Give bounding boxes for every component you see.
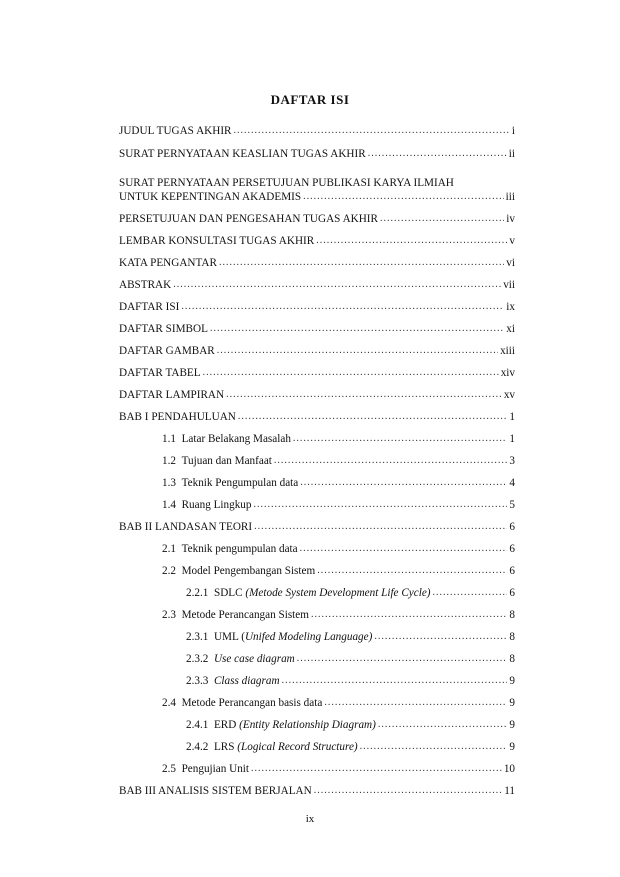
toc-entry-page: vii	[503, 279, 515, 291]
toc-entry-page: ii	[508, 148, 515, 160]
toc-entry-number: 2.3.2	[186, 653, 214, 665]
toc-entry[interactable]	[119, 386, 515, 402]
toc-entry-label: SURAT PERNYATAAN KEASLIAN TUGAS AKHIR	[119, 148, 366, 160]
toc-entry-page: i	[511, 125, 515, 137]
toc-entry-page: xv	[503, 389, 515, 401]
toc-entry-page: 11	[504, 785, 515, 797]
toc-entry-number: 2.3.1	[186, 631, 214, 643]
toc-entry-italic-term: (Logical Record Structure)	[237, 741, 358, 753]
toc-entry[interactable]	[186, 584, 515, 600]
toc-leader-dots	[234, 124, 510, 138]
toc-leader-dots	[324, 696, 507, 710]
toc-entry-label: 1.2 Tujuan dan Manfaat	[162, 455, 272, 467]
toc-entry[interactable]	[119, 408, 515, 424]
toc-entry-page: iii	[505, 191, 515, 203]
toc-entry-label: DAFTAR ISI	[119, 301, 180, 313]
toc-entry[interactable]	[186, 672, 515, 688]
toc-entry-label: DAFTAR GAMBAR	[119, 345, 215, 357]
toc-entry-label: PERSETUJUAN DAN PENGESAHAN TUGAS AKHIR	[119, 213, 378, 225]
toc-entry[interactable]	[119, 276, 515, 292]
toc-entry-label: 1.4 Ruang Lingkup	[162, 499, 252, 511]
toc-leader-dots	[311, 608, 507, 622]
toc-leader-dots	[203, 366, 499, 380]
toc-leader-dots	[303, 190, 504, 204]
toc-entry-page: v	[509, 235, 515, 247]
toc-entry-page: xi	[506, 323, 515, 335]
toc-leader-dots	[314, 784, 503, 798]
toc-entry-page: 8	[509, 631, 515, 643]
toc-entry-page: 6	[509, 521, 515, 533]
toc-leader-dots	[380, 212, 504, 226]
toc-entry-label: 2.2 Model Pengembangan Sistem	[162, 565, 316, 577]
toc-entry-label: 2.2.1 SDLC (Metode System Development Life Cycle)	[186, 587, 431, 599]
toc-entry-label: 2.4.2 LRS (Logical Record Structure)	[186, 741, 358, 753]
toc-entry-page: 9	[509, 719, 515, 731]
toc-entry-label: DAFTAR LAMPIRAN	[119, 389, 225, 401]
toc-leader-dots	[173, 278, 501, 292]
toc-leader-dots	[297, 652, 508, 666]
toc-leader-dots	[300, 542, 508, 556]
toc-leader-dots	[433, 586, 508, 600]
toc-leader-dots	[217, 344, 498, 358]
toc-entry-page: 3	[509, 455, 515, 467]
toc-leader-dots	[282, 674, 508, 688]
toc-leader-dots	[274, 454, 508, 468]
toc-entry[interactable]	[186, 628, 515, 644]
toc-entry[interactable]	[119, 518, 515, 534]
toc-entry[interactable]	[162, 474, 515, 490]
toc-entry-page: vi	[506, 257, 515, 269]
toc-leader-dots	[210, 322, 504, 336]
toc-entry-page: 10	[503, 763, 515, 775]
toc-entry[interactable]	[186, 738, 515, 754]
page-number: ix	[305, 813, 315, 825]
toc-entry[interactable]	[162, 760, 515, 776]
toc-entry-page: 6	[509, 587, 515, 599]
toc-entry[interactable]	[119, 145, 515, 161]
toc-entry-label: BAB II LANDASAN TEORI	[119, 521, 253, 533]
toc-entry-label: DAFTAR SIMBOL	[119, 323, 208, 335]
toc-entry-page: 9	[509, 675, 515, 687]
toc-entry-italic-term: (Entity Relationship Diagram)	[239, 719, 376, 731]
toc-entry-label: JUDUL TUGAS AKHIR	[119, 125, 232, 137]
toc-entry[interactable]	[119, 232, 515, 248]
toc-entry-label	[186, 674, 280, 688]
toc-entry-label: 1.1 Latar Belakang Masalah	[162, 433, 291, 445]
toc-entry[interactable]	[162, 430, 515, 446]
toc-entry-label: 2.3 Metode Perancangan Sistem	[162, 609, 309, 621]
toc-entry[interactable]	[162, 540, 515, 556]
toc-entry-italic-term: (Metode System Development Life Cycle)	[245, 587, 431, 599]
toc-entry-label: 1.3 Teknik Pengumpulan data	[162, 477, 299, 489]
toc-entry-number: 2.1	[162, 543, 182, 555]
toc-entry-label: BAB III ANALISIS SISTEM BERJALAN	[119, 785, 312, 797]
toc-entry-label: 2.1 Teknik pengumpulan data	[162, 543, 298, 555]
toc-leader-dots	[293, 432, 507, 446]
toc-entry-page: xiii	[500, 345, 515, 357]
toc-entry-label: 2.5 Pengujian Unit	[162, 763, 250, 775]
toc-entry[interactable]	[186, 650, 515, 666]
toc-entry-italic-term: Class diagram	[213, 675, 280, 687]
toc-entry-page: 1	[509, 411, 515, 423]
toc-entry[interactable]	[119, 364, 515, 380]
toc-entry-label: DAFTAR TABEL	[119, 367, 201, 379]
toc-leader-dots	[368, 147, 507, 161]
toc-entry-page: 8	[509, 609, 515, 621]
toc-entry-italic-term: Unifed Modeling Language)	[244, 631, 373, 643]
toc-entry-page: 8	[509, 653, 515, 665]
toc-entry[interactable]	[162, 496, 515, 512]
toc-entry-number: 1.3	[162, 477, 182, 489]
toc-entry-number: 2.5	[162, 763, 182, 775]
toc-entry-number: 1.1	[162, 433, 182, 445]
toc-entry-page: 6	[509, 565, 515, 577]
toc-entry-number: 2.2	[162, 565, 182, 577]
toc-entry[interactable]	[119, 122, 515, 138]
toc-entry[interactable]	[119, 782, 515, 798]
toc-leader-dots	[316, 234, 507, 248]
toc-entry[interactable]	[119, 298, 515, 314]
toc-entry[interactable]	[119, 210, 515, 226]
toc-entry[interactable]	[162, 694, 515, 710]
toc-entry-label: ABSTRAK	[119, 279, 172, 291]
toc-entry[interactable]	[162, 606, 515, 622]
toc-leader-dots	[238, 410, 508, 424]
page-title: DAFTAR ISI	[270, 92, 350, 107]
toc-entry-number: 2.3	[162, 609, 182, 621]
toc-entry-page: 4	[509, 477, 515, 489]
toc-entry-page: 5	[509, 499, 515, 511]
toc-leader-dots	[317, 564, 507, 578]
toc-entry[interactable]	[119, 342, 515, 358]
toc-entry-number: 2.4.2	[186, 741, 214, 753]
toc-leader-dots	[360, 740, 508, 754]
toc-entry-page: ix	[506, 301, 515, 313]
toc-entry[interactable]	[186, 716, 515, 732]
toc-entry-page: xiv	[500, 367, 515, 379]
toc-entry-page: 9	[509, 697, 515, 709]
toc-leader-dots	[219, 256, 504, 270]
toc-entry-number: 2.3.3	[186, 675, 214, 687]
toc-entry-italic-term: Use case diagram	[213, 653, 295, 665]
toc-entry-page: 1	[509, 433, 515, 445]
toc-leader-dots	[226, 388, 502, 402]
toc-entry-number: 1.2	[162, 455, 182, 467]
toc-entry-label: 2.3.1 UML (Unifed Modeling Language)	[186, 631, 373, 643]
toc-entry-number: 1.4	[162, 499, 182, 511]
toc-leader-dots	[181, 300, 504, 314]
toc-entry[interactable]	[162, 452, 515, 468]
toc-entry-number: 2.4.1	[186, 719, 214, 731]
toc-entry-label: UNTUK KEPENTINGAN AKADEMIS	[119, 191, 302, 203]
toc-entry[interactable]	[162, 562, 515, 578]
toc-leader-dots	[374, 630, 507, 644]
toc-entry-label: BAB I PENDAHULUAN	[119, 411, 236, 423]
toc-leader-dots	[300, 476, 507, 490]
toc-entry-label: KATA PENGANTAR	[119, 257, 217, 269]
toc-entry[interactable]	[119, 188, 515, 204]
toc-entry-number: 2.2.1	[186, 587, 214, 599]
toc-leader-dots	[378, 718, 508, 732]
toc-entry-page: 6	[509, 543, 515, 555]
toc-leader-dots	[251, 762, 502, 776]
toc-leader-dots	[254, 520, 507, 534]
toc-entry-page: 9	[509, 741, 515, 753]
toc-entry-page: iv	[506, 213, 515, 225]
toc-entry[interactable]	[119, 320, 515, 336]
toc-entry-label	[186, 652, 295, 666]
toc-leader-dots	[254, 498, 508, 512]
toc-entry[interactable]	[119, 254, 515, 270]
toc-entry-label: 2.4 Metode Perancangan basis data	[162, 697, 323, 709]
toc-entry-label: LEMBAR KONSULTASI TUGAS AKHIR	[119, 235, 315, 247]
toc-entry-label: 2.4.1 ERD (Entity Relationship Diagram)	[186, 719, 376, 731]
toc-continued-line: SURAT PERNYATAAN PERSETUJUAN PUBLIKASI KARYA ILMIAH	[119, 177, 454, 189]
toc-entry-number: 2.4	[162, 697, 182, 709]
